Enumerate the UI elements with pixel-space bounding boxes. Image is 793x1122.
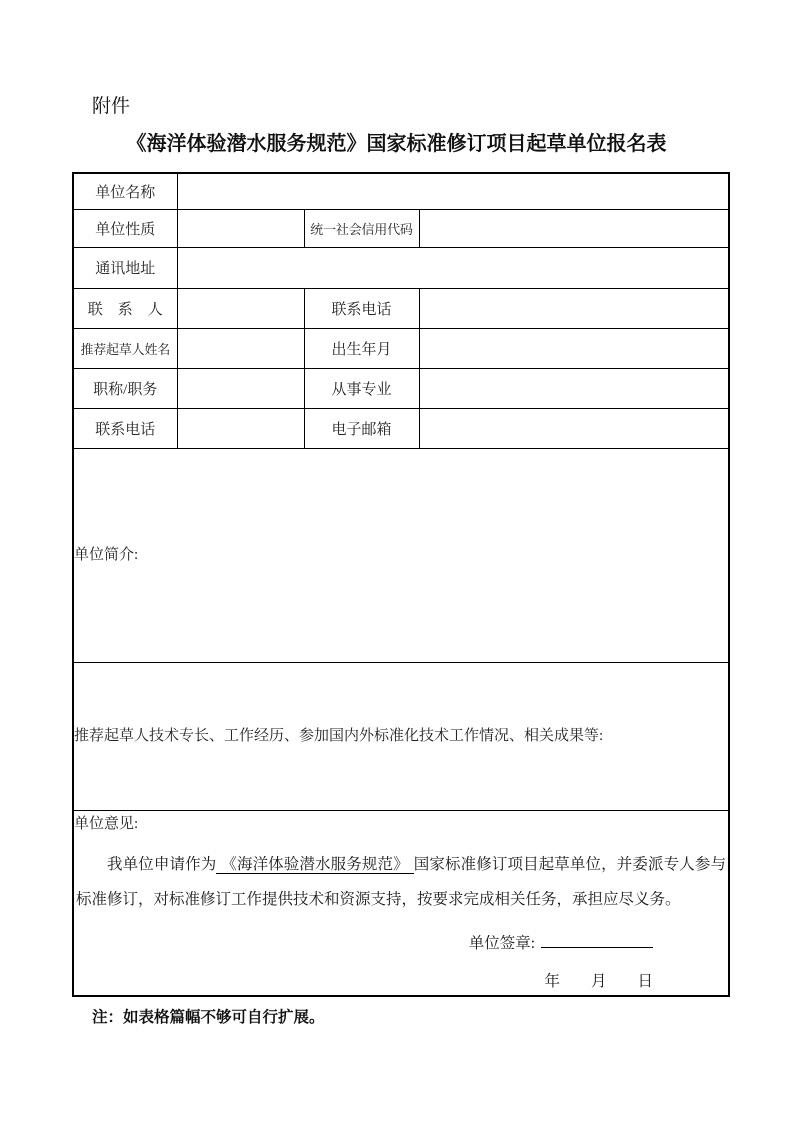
- unit-name-label: 单位名称: [73, 173, 177, 209]
- table-row: [73, 368, 729, 408]
- drafter-name-field[interactable]: [177, 328, 304, 368]
- unit-name-field[interactable]: [177, 173, 729, 209]
- table-row: [73, 247, 729, 288]
- contact-phone-label: 联系电话: [304, 288, 419, 328]
- profession-field[interactable]: [419, 368, 729, 408]
- unit-intro-area[interactable]: [73, 448, 729, 662]
- phone-label: 联系电话: [73, 408, 177, 448]
- credit-code-field[interactable]: [419, 209, 729, 247]
- opinion-paragraph: [76, 847, 726, 917]
- email-label: 电子邮箱: [304, 408, 419, 448]
- table-row: [73, 328, 729, 368]
- birth-date-label: 出生年月: [304, 328, 419, 368]
- address-field[interactable]: [177, 247, 729, 288]
- table-row: [73, 173, 729, 209]
- unit-nature-label: 单位性质: [73, 209, 177, 247]
- table-row: [73, 209, 729, 247]
- title-position-label: 职称/职务: [73, 368, 177, 408]
- footnote-prefix: 注：: [92, 1009, 124, 1026]
- opinion-text-suffix: 国家标准修订项目起草单位，并委派专人参与标准修订，对标准修订工作提供技术和资源支持，按要求完成相关任务，承担应尽义务。: [76, 856, 726, 909]
- opinion-text-prefix: 我单位申请作为: [107, 856, 217, 874]
- contact-person-label: 联 系 人: [73, 288, 177, 328]
- birth-date-field[interactable]: [419, 328, 729, 368]
- profession-label: 从事专业: [304, 368, 419, 408]
- table-row: [73, 288, 729, 328]
- table-row: [73, 662, 729, 810]
- table-row: [73, 408, 729, 448]
- phone-field[interactable]: [177, 408, 304, 448]
- table-row: [73, 448, 729, 662]
- unit-opinion-area[interactable]: [73, 810, 729, 996]
- footnote-text: 如表格篇幅不够可自行扩展。: [123, 1009, 325, 1026]
- drafter-expertise-label: 推荐起草人技术专长、工作经历、参加国内外标准化技术工作情况、相关成果等:: [74, 727, 604, 744]
- registration-form-table: [72, 172, 730, 997]
- contact-phone-field[interactable]: [419, 288, 729, 328]
- unit-intro-label: 单位简介:: [74, 546, 139, 563]
- drafter-expertise-area[interactable]: [73, 662, 729, 810]
- drafter-name-label: 推荐起草人姓名: [73, 328, 177, 368]
- seal-blank-line[interactable]: [541, 934, 653, 948]
- seal-row: [74, 931, 728, 953]
- seal-label: 单位签章:: [468, 935, 535, 953]
- table-row: [73, 810, 729, 996]
- title-position-field[interactable]: [177, 368, 304, 408]
- contact-person-field[interactable]: [177, 288, 304, 328]
- email-field[interactable]: [419, 408, 729, 448]
- unit-opinion-label: 单位意见:: [74, 816, 139, 833]
- credit-code-label: 统一社会信用代码: [304, 209, 419, 247]
- date-line: 年 月 日: [544, 973, 653, 991]
- unit-nature-field[interactable]: [177, 209, 304, 247]
- address-label: 通讯地址: [73, 247, 177, 288]
- opinion-standard-name: 《海洋体验潜水服务规范》: [216, 856, 413, 874]
- page-title: 《海洋体验潜水服务规范》国家标准修订项目起草单位报名表: [126, 133, 667, 155]
- attachment-label: 附件: [92, 96, 131, 117]
- footnote: [92, 1007, 325, 1028]
